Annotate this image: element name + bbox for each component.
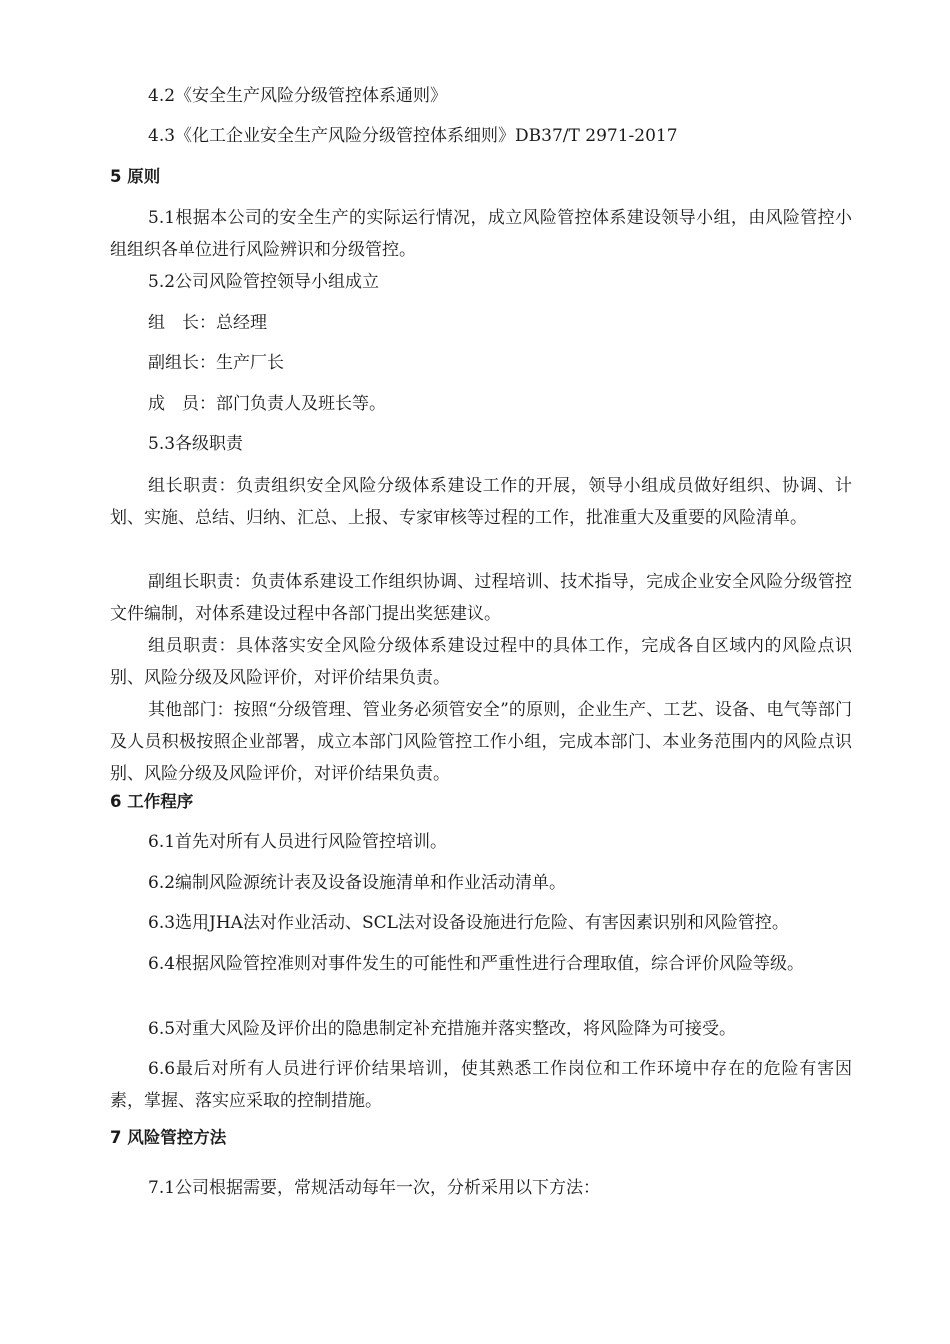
paragraph-6-1: 6.1首先对所有人员进行风险管控培训。 [148, 832, 448, 852]
deputy-duties: 副组长职责：负责体系建设工作组织协调、过程培训、技术指导，完成企业安全风险分级管控文件编制，对体系建设过程中各部门提出奖惩建议。 [110, 572, 852, 624]
paragraph-6-3: 6.3选用JHA法对作业活动、SCL法对设备设施进行危险、有害因素识别和风险管控。 [148, 913, 789, 933]
deputy-leader-line: 副组长：生产厂长 [148, 353, 284, 373]
other-departments: 其他部门：按照“分级管理、管业务必须管安全”的原则，企业生产、工艺、设备、电气等部门及人员积极按照企业部署，成立本部门风险管控工作小组，完成本部门、本业务范围内的风险点识别、风险分级及风险评价，对评价结果负责。 [110, 700, 852, 784]
group-leader-line: 组 长：总经理 [148, 313, 267, 333]
paragraph-7-1: 7.1公司根据需要，常规活动每年一次，分析采用以下方法： [148, 1178, 601, 1198]
section-heading-5: 5 原则 [110, 167, 161, 186]
members-line: 成 员：部门负责人及班长等。 [148, 394, 386, 414]
paragraph-5-3: 5.3各级职责 [148, 434, 244, 454]
paragraph-6-5: 6.5对重大风险及评价出的隐患制定补充措施并落实整改，将风险降为可接受。 [148, 1019, 737, 1039]
paragraph-5-1: 5.1根据本公司的安全生产的实际运行情况，成立风险管控体系建设领导小组，由风险管控小组组织各单位进行风险辨识和分级管控。 [110, 208, 852, 260]
member-duties: 组员职责：具体落实安全风险分级体系建设过程中的具体工作，完成各自区域内的风险点识别、风险分级及风险评价，对评价结果负责。 [110, 636, 852, 688]
paragraph-6-2: 6.2编制风险源统计表及设备设施清单和作业活动清单。 [148, 873, 567, 893]
leader-duties: 组长职责：负责组织安全风险分级体系建设工作的开展，领导小组成员做好组织、协调、计划、实施、总结、归纳、汇总、上报、专家审核等过程的工作，批准重大及重要的风险清单。 [110, 476, 852, 528]
section-heading-6: 6 工作程序 [110, 792, 194, 811]
reference-4-3: 4.3《化工企业安全生产风险分级管控体系细则》DB37/T 2971-2017 [148, 126, 678, 146]
section-heading-7: 7 风险管控方法 [110, 1128, 227, 1147]
paragraph-6-4: 6.4根据风险管控准则对事件发生的可能性和严重性进行合理取值，综合评价风险等级。 [148, 954, 805, 974]
paragraph-6-6: 6.6最后对所有人员进行评价结果培训，使其熟悉工作岗位和工作环境中存在的危险有害因素，掌握、落实应采取的控制措施。 [110, 1059, 852, 1111]
paragraph-5-2: 5.2公司风险管控领导小组成立 [148, 272, 380, 292]
reference-4-2: 4.2《安全生产风险分级管控体系通则》 [148, 86, 448, 106]
